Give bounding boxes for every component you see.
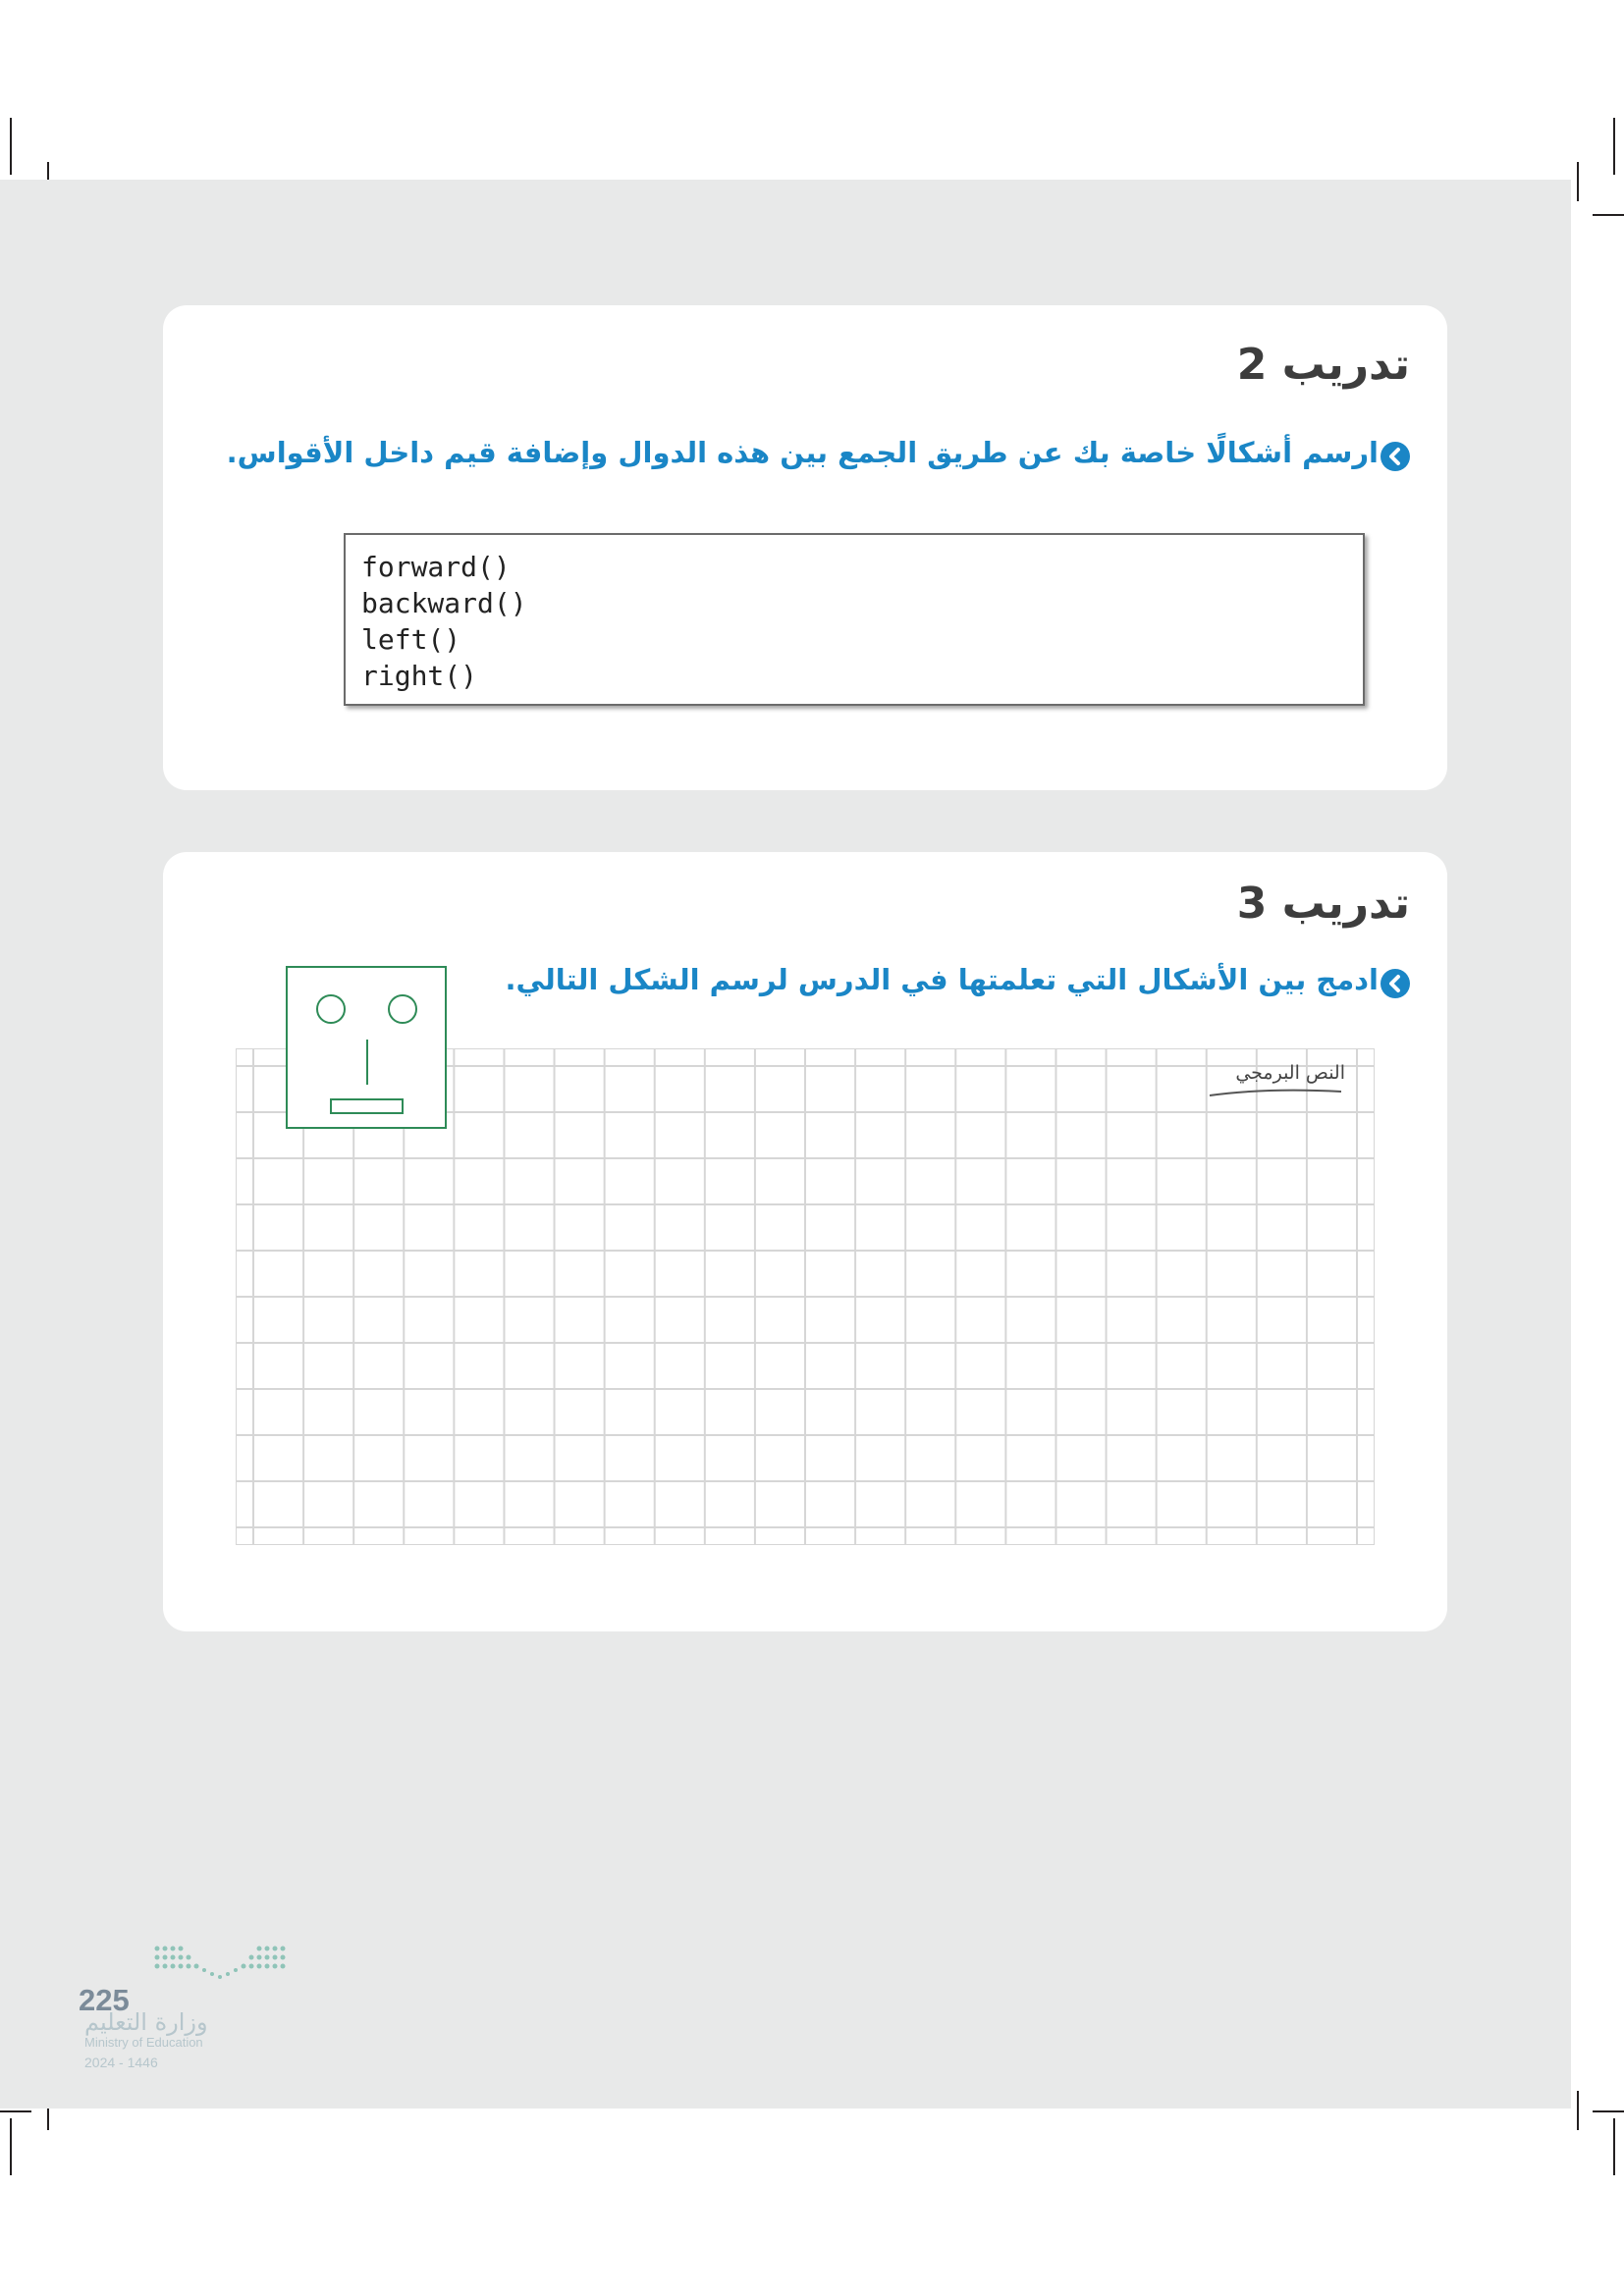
chevron-bullet-icon <box>1380 442 1410 471</box>
crop-mark <box>1577 2091 1579 2130</box>
code-label-text: النص البرمجي <box>1235 1062 1345 1084</box>
page-number: 225 <box>79 1983 130 2017</box>
code-box <box>344 533 1365 706</box>
ministry-name-en: Ministry of Education <box>84 2035 203 2050</box>
code-line: right() <box>361 660 478 692</box>
crop-mark <box>1593 2110 1624 2112</box>
exercise-3-title: تدريب 3 <box>1236 879 1410 929</box>
crop-mark <box>1613 2118 1615 2175</box>
exercise-2-instruction: ارسم أشكالًا خاصة بك عن طريق الجمع بين هذه الدوال وإضافة قيم داخل الأقواس. <box>226 436 1379 469</box>
code-line: backward() <box>361 587 527 619</box>
underline-swoosh <box>1208 1086 1345 1099</box>
crop-mark <box>10 118 12 175</box>
footer-year: 2024 - 1446 <box>84 2055 158 2070</box>
exercise-3-instruction: ادمج بين الأشكال التي تعلمتها في الدرس لرسم الشكل التالي. <box>505 963 1379 996</box>
crop-mark <box>1593 214 1624 216</box>
crop-mark <box>0 2110 31 2112</box>
crop-mark <box>1613 118 1615 175</box>
ministry-name-ar: وزارة التعليم <box>84 2008 208 2036</box>
exercise-2-title: تدريب 2 <box>1236 340 1410 390</box>
crop-mark <box>10 2118 12 2175</box>
ministry-logo-dots <box>152 1944 299 1993</box>
chevron-bullet-icon <box>1380 969 1410 998</box>
code-line: left() <box>361 623 461 656</box>
robot-face-drawing <box>285 965 450 1130</box>
code-line: forward() <box>361 551 511 583</box>
code-label <box>1208 1062 1345 1099</box>
crop-mark <box>1577 162 1579 201</box>
exercise-2-card <box>163 305 1447 790</box>
